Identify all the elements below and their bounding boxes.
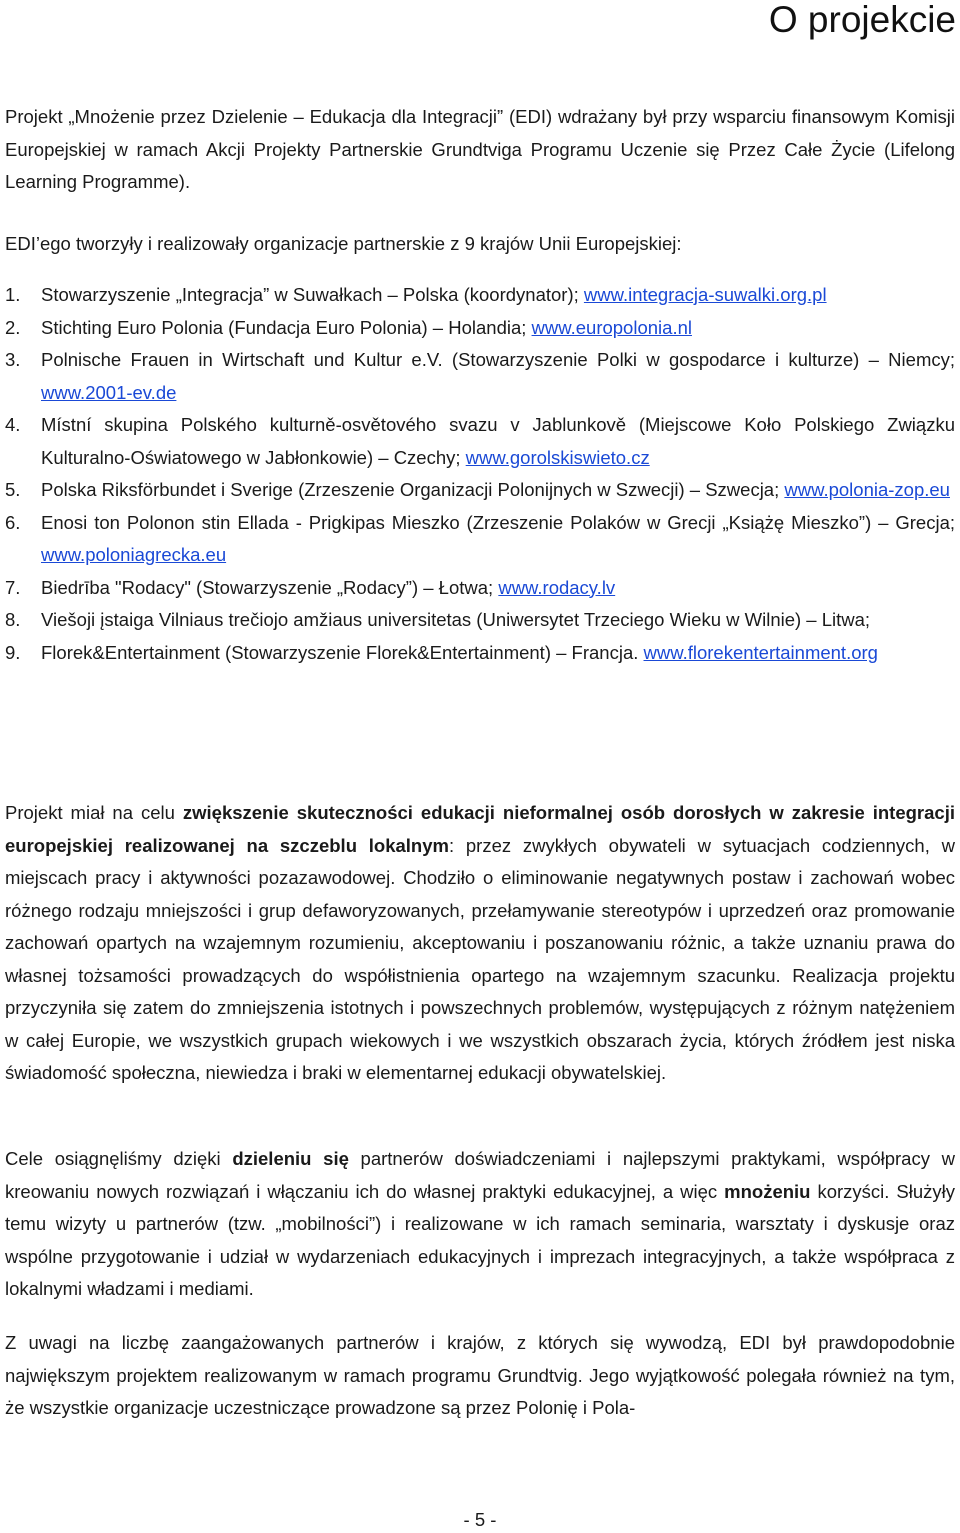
- closing-paragraph: Z uwagi na liczbę zaangażowanych partnerów i krajów, z których się wywodzą, EDI był prawdopodobnie największym projektem realizowanym w ramach programu Grundtvig. Jego wyjątkowość polegała również na tym, że wszystkie organizacje uczestniczące prowadzone są przez Polonię i Pola-: [5, 1332, 955, 1418]
- partner-text: Stowarzyszenie „Integracja” w Suwałkach – Polska (koordynator);: [41, 284, 584, 305]
- page-number: - 5 -: [463, 1509, 497, 1530]
- goals-paragraph: [5, 1143, 955, 1306]
- partner-link[interactable]: www.integracja-suwalki.org.pl: [583, 284, 827, 305]
- goals-text-middle: partnerów doświadczeniami i najlepszymi praktykami, współpracy w kreowaniu nowych rozwiązań i włączaniu ich do własnej praktyki edukacyjnej, a więc: [5, 1148, 955, 1202]
- list-item: [5, 409, 955, 474]
- partner-link[interactable]: www.rodacy.lv: [498, 576, 616, 598]
- list-item: [5, 637, 955, 670]
- list-number: 2.: [5, 316, 21, 338]
- list-item: [5, 474, 955, 507]
- goals-text-start: Cele osiągnęliśmy dzięki: [5, 1148, 233, 1169]
- aim-text-rest: : przez zwykłych obywateli w sytuacjach codziennych, w miejscach pracy i aktywności pozazawodowej. Chodziło o eliminowanie negatywnych postaw i zachowań wobec różnego rodzaju mniejszości i grup defaworyzowanych, przełamywanie stereotypów i uprzedzeń oraz promowanie zachowań opartych na wzajemnym rozumieniu, akceptowaniu i poszanowaniu różnic, a także uznaniu prawa do własnej tożsamości prowadzących do współistnienia opartego na wzajemnym szacunku. Realizacja projektu przyczyniła się zatem do zmniejszenia istotnych i powszechnych problemów, występujących z różnym natężeniem w całej Europie, we wszystkich grupach wiekowych i we wszystkich obszarach życia, których źródłem jest niska świadomość społeczna, niewiedza i braki w elementarnej edukacji obywatelskiej.: [5, 834, 955, 1083]
- list-number: 4.: [5, 414, 21, 435]
- list-item: [5, 572, 955, 605]
- aim-paragraph: [5, 797, 955, 1090]
- list-number: 3.: [5, 349, 21, 370]
- list-number: 1.: [5, 284, 21, 305]
- partner-text: Stichting Euro Polonia (Fundacja Euro Polonia) – Holandia;: [41, 316, 532, 338]
- partner-link[interactable]: www.polonia-zop.eu: [784, 479, 950, 500]
- partner-link[interactable]: www.2001-ev.de: [41, 381, 177, 403]
- partner-text: Polnische Frauen in Wirtschaft und Kultur e.V. (Stowarzyszenie Polki w gospodarce i kulturze) – Niemcy;: [41, 349, 955, 370]
- list-item: [5, 279, 955, 312]
- list-item: [5, 604, 955, 637]
- partner-text: Místní skupina Polského kulturně-osvětového svazu v Jablunkově (Miejscowe Koło Polskiego Związku Kulturalno-Oświatowego w Jabłonkowie) – Czechy;: [41, 414, 955, 468]
- list-item: [5, 344, 955, 409]
- list-item: [5, 507, 955, 572]
- list-number: 8.: [5, 609, 21, 630]
- goals-text-rest: korzyści. Służyły temu wizyty u partnerów (tzw. „mobilności”) i realizowane w ich ramach seminaria, warsztaty i dyskusje oraz wspólne przygotowanie i udział w wydarzeniach edukacyjnych i imprezach integracyjnych, a także współpraca z lokalnymi władzami i mediami.: [5, 1180, 955, 1299]
- page-title: O projekcie: [768, 0, 956, 40]
- partner-text: Polska Riksförbundet i Sverige (Zrzeszenie Organizacji Polonijnych w Szwecji) – Szwecja;: [41, 479, 785, 500]
- partner-link[interactable]: www.florekentertainment.org: [643, 641, 878, 663]
- intro-paragraph: Projekt „Mnożenie przez Dzielenie – Edukacja dla Integracji” (EDI) wdrażany był przy wsparciu finansowym Komisji Europejskiej w ramach Akcji Projekty Partnerskie Grundtviga Programu Uczenie się Przez Całe Życie (Lifelong Learning Programme).: [5, 106, 955, 192]
- aim-text-start: Projekt miał na celu: [5, 802, 183, 823]
- partner-link[interactable]: www.europolonia.nl: [531, 316, 692, 338]
- partner-text: Enosi ton Polonon stin Ellada - Prigkipas Mieszko (Zrzeszenie Polaków w Grecji „Książę Mieszko”) – Grecja;: [41, 511, 955, 533]
- list-number: 9.: [5, 641, 21, 663]
- partner-text: Florek&Entertainment (Stowarzyszenie Florek&Entertainment) – Francja.: [41, 641, 644, 663]
- goals-emphasis-multiplying: mnożeniu: [724, 1180, 811, 1202]
- list-number: 5.: [5, 479, 21, 500]
- partner-link[interactable]: www.poloniagrecka.eu: [41, 544, 227, 565]
- list-number: 6.: [5, 511, 21, 533]
- partners-intro: EDI’ego tworzyły i realizowały organizacje partnerskie z 9 krajów Unii Europejskiej:: [5, 233, 682, 254]
- goals-emphasis-sharing: dzieleniu się: [232, 1148, 349, 1169]
- partner-link[interactable]: www.gorolskiswieto.cz: [465, 446, 650, 468]
- partner-text: Biedrība "Rodacy" (Stowarzyszenie „Rodacy”) – Łotwa;: [41, 576, 499, 598]
- list-number: 7.: [5, 576, 21, 598]
- aim-emphasis: zwiększenie skuteczności edukacji nieformalnej osób dorosłych w zakresie integracji europejskiej realizowanej na szczeblu lokalnym: [5, 802, 955, 856]
- list-item: [5, 312, 955, 345]
- partner-list: [5, 279, 955, 669]
- partner-text: Viešoji įstaiga Vilniaus trečiojo amžiaus universitetas (Uniwersytet Trzeciego Wieku w Wilnie) – Litwa;: [41, 609, 871, 630]
